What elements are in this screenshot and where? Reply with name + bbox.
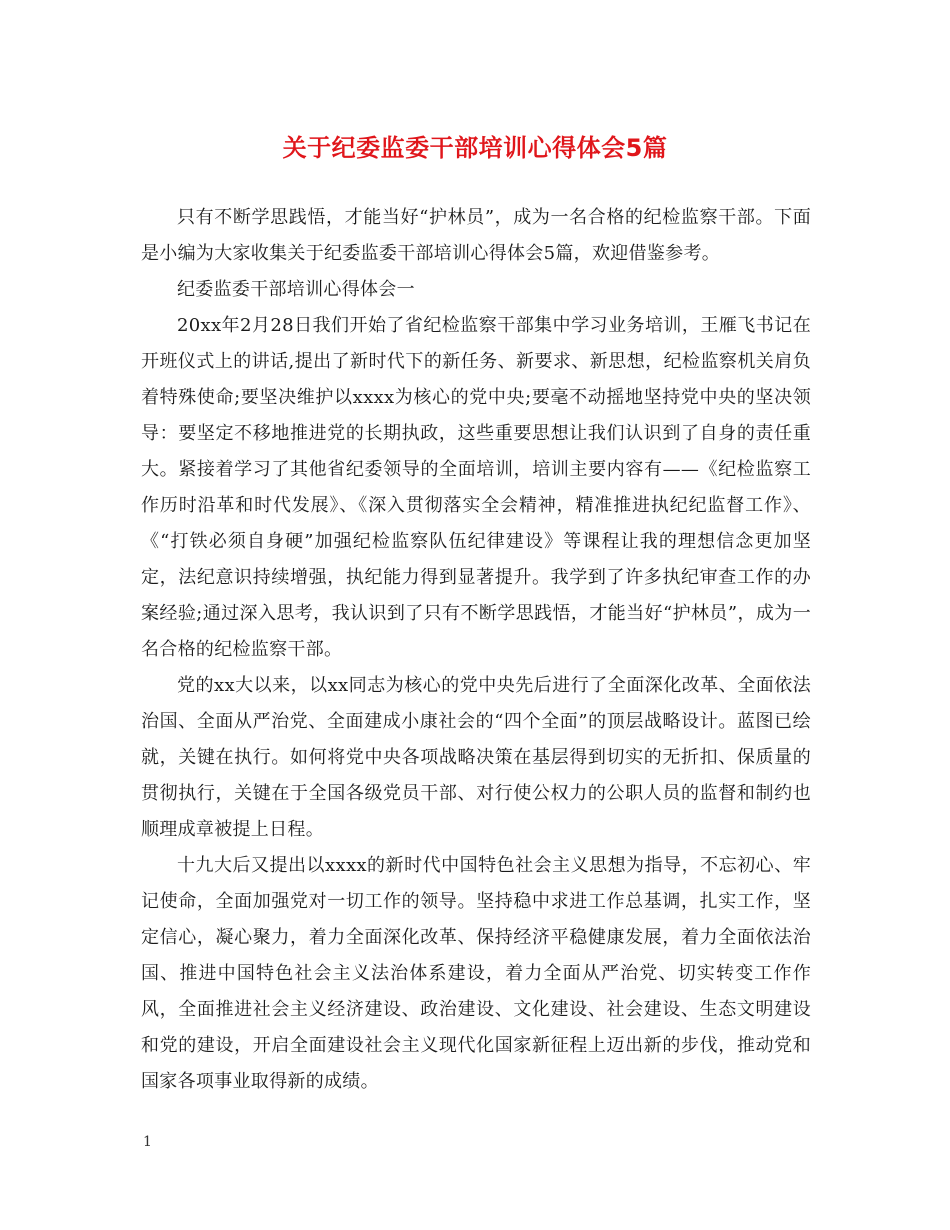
section-heading: 纪委监委干部培训心得体会一 bbox=[177, 279, 415, 300]
intro-paragraph: 只有不断学思践悟，才能当好“护林员”，成为一名合格的纪检监察干部。下面是小编为大家收集关于纪委监委干部培训心得体会5篇，欢迎借鉴参考。 bbox=[141, 207, 811, 264]
document-body bbox=[141, 200, 811, 1100]
page-number: 1 bbox=[143, 1134, 152, 1150]
body-paragraph: 十九大后又提出以xxxx的新时代中国特色社会主义思想为指导，不忘初心、牢记使命，全面加强党对一切工作的领导。坚持稳中求进工作总基调，扎实工作，坚定信心，凝心聚力，着力全面深化改革、保持经济平稳健康发展，着力全面依法治国、推进中国特色社会主义法治体系建设，着力全面从严治党、切实转变工作作风，全面推进社会主义经济建设、政治建设、文化建设、社会建设、生态文明建设和党的建设，开启全面建设社会主义现代化国家新征程上迈出新的步伐，推动党和国家各项事业取得新的成绩。 bbox=[141, 855, 811, 1092]
document-title: 关于纪委监委干部培训心得体会5篇 bbox=[282, 134, 668, 162]
body-paragraph: 党的xx大以来，以xx同志为核心的党中央先后进行了全面深化改革、全面依法治国、全面从严治党、全面建成小康社会的“四个全面”的顶层战略设计。蓝图已绘就，关键在执行。如何将党中央各项战略决策在基层得到切实的无折扣、保质量的贯彻执行，关键在于全国各级党员干部、对行使公权力的公职人员的监督和制约也顺理成章被提上日程。 bbox=[141, 675, 811, 840]
body-paragraph: 20xx年2月28日我们开始了省纪检监察干部集中学习业务培训，王雁飞书记在开班仪式上的讲话,提出了新时代下的新任务、新要求、新思想，纪检监察机关肩负着特殊使命;要坚决维护以xxxx为核心的党中央;要毫不动摇地坚持党中央的坚决领导：要坚定不移地推进党的长期执政，这些重要思想让我们认识到了自身的责任重大。紧接着学习了其他省纪委领导的全面培训，培训主要内容有——《纪检监察工作历时沿革和时代发展》、《深入贯彻落实全会精神，精准推进执纪纪监督工作》、《“打铁必须自身硬”加强纪检监察队伍纪律建设》等课程让我的理想信念更加坚定，法纪意识持续增强，执纪能力得到显著提升。我学到了许多执纪审查工作的办案经验;通过深入思考，我认识到了只有不断学思践悟，才能当好“护林员”，成为一名合格的纪检监察干部。 bbox=[141, 315, 811, 660]
